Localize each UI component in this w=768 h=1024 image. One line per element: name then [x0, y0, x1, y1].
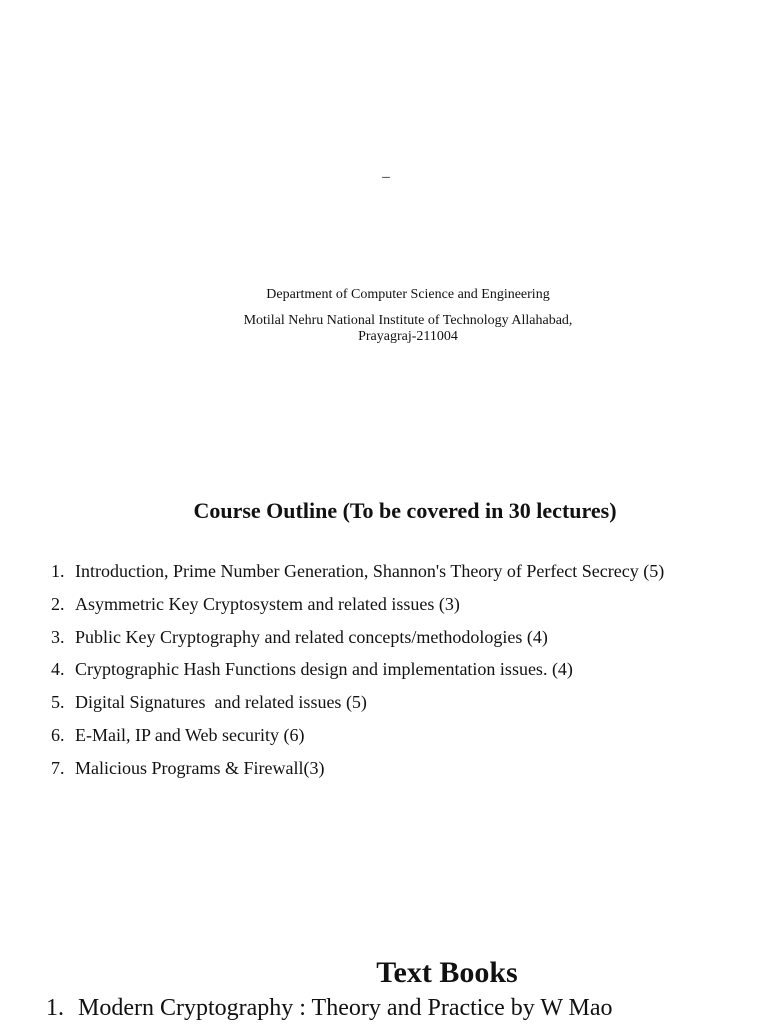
- outline-item-number: 5.: [51, 692, 65, 713]
- institute-name: Motilal Nehru National Institute of Technology Allahabad,: [243, 313, 573, 328]
- outline-item-number: 1.: [51, 561, 65, 581]
- text-books-title: Text Books: [376, 956, 518, 989]
- text-books-list: [46, 992, 613, 1024]
- text-book-number: 1.: [46, 995, 64, 1021]
- outline-item-text: Malicious Programs & Firewall(3): [75, 757, 325, 778]
- outline-item: [51, 754, 664, 787]
- outline-item-number: 6.: [51, 724, 65, 745]
- text-book-item: [46, 992, 613, 1024]
- outline-item-number: 3.: [51, 626, 65, 647]
- outline-item-number: 7.: [51, 757, 65, 778]
- institute-address: [0, 313, 768, 345]
- outline-item-text: Introduction, Prime Number Generation, Shannon's Theory of Perfect Secrecy (5): [75, 561, 665, 581]
- outline-item: [51, 721, 664, 754]
- outline-item: [51, 590, 664, 623]
- course-outline-list: [51, 557, 664, 787]
- outline-item-text: E-Mail, IP and Web security (6): [75, 724, 305, 745]
- outline-item-text: Cryptographic Hash Functions design and implementation issues. (4): [75, 659, 573, 680]
- institute-city: Prayagraj-211004: [358, 329, 458, 344]
- outline-item: [51, 655, 664, 688]
- outline-item-number: 4.: [51, 659, 65, 680]
- outline-item: [51, 623, 664, 656]
- outline-item: [51, 557, 664, 590]
- outline-item-text: Asymmetric Key Cryptosystem and related issues (3): [75, 593, 460, 614]
- text-book-title: Modern Cryptography : Theory and Practice by W Mao: [78, 995, 613, 1021]
- outline-item-number: 2.: [51, 593, 65, 614]
- outline-item: [51, 688, 664, 721]
- separator-dash: –: [382, 169, 390, 185]
- outline-item-text: Digital Signatures and related issues (5): [75, 692, 367, 713]
- outline-item-text: Public Key Cryptography and related concepts/methodologies (4): [75, 626, 548, 647]
- course-outline-title: Course Outline (To be covered in 30 lectures): [193, 498, 617, 523]
- department-name: Department of Computer Science and Engineering: [266, 287, 550, 302]
